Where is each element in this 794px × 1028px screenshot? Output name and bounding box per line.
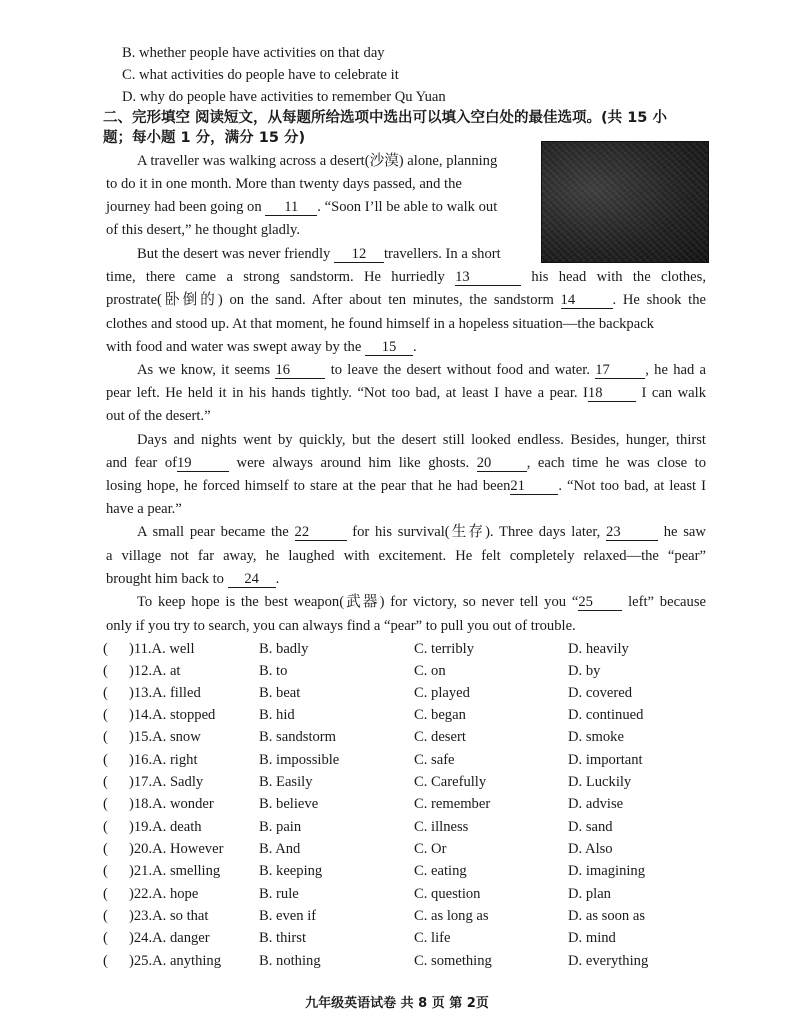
option-row-14 (103, 704, 723, 726)
answer-paren[interactable]: ( (103, 863, 108, 879)
option-b[interactable]: B. badly (259, 641, 309, 657)
page-footer: 九年级英语试卷 共 8 页 第 2页 (305, 996, 489, 1011)
blank-21[interactable]: 21 (510, 478, 558, 495)
option-c[interactable]: C. something (414, 953, 492, 969)
passage-line: and fear of19 were always around him like ghosts. 20 , each time he was close to (106, 455, 707, 471)
option-c[interactable]: C. illness (414, 819, 469, 835)
option-c[interactable]: C. eating (414, 863, 467, 879)
option-a[interactable]: )16.A. right (129, 752, 198, 768)
option-a[interactable]: )19.A. death (129, 819, 202, 835)
blank-13[interactable]: 13 (455, 269, 521, 286)
option-row-21 (103, 860, 723, 882)
option-d[interactable]: D. mind (568, 930, 616, 946)
blank-14[interactable]: 14 (561, 292, 613, 309)
option-d[interactable]: D. important (568, 752, 643, 768)
blank-12[interactable]: 12 (334, 246, 384, 263)
option-row-15 (103, 726, 723, 748)
answer-paren[interactable]: ( (103, 796, 108, 812)
passage-line: have a pear.” (106, 501, 182, 517)
answer-paren[interactable]: ( (103, 819, 108, 835)
option-b[interactable]: B. impossible (259, 752, 340, 768)
prev-option-b: B. whether people have activities on that day (122, 45, 385, 61)
passage-line: only if you try to search, you can always find a “pear” to pull you out of trouble. (106, 618, 576, 634)
option-c[interactable]: C. on (414, 663, 446, 679)
option-a[interactable]: )13.A. filled (129, 685, 201, 701)
option-b[interactable]: B. even if (259, 908, 317, 924)
option-b[interactable]: B. thirst (259, 930, 307, 946)
option-row-18 (103, 793, 723, 815)
option-d[interactable]: D. by (568, 663, 601, 679)
option-c[interactable]: C. Carefully (414, 774, 487, 790)
passage-line: prostrate(卧倒的) on the sand. After about ten minutes, the sandstorm 14 . He shook the (106, 292, 706, 308)
passage-line: As we know, it seems 16 to leave the desert without food and water. 17 , he had a (137, 362, 706, 378)
answer-paren[interactable]: ( (103, 841, 108, 857)
passage-line: losing hope, he forced himself to stare at the pear that he had been21 . “Not too bad, at least I (106, 478, 706, 494)
passage-line: pear left. He held it in his hands tightly. “Not too bad, at least I have a pear. I18 I can walk (106, 385, 706, 401)
option-d[interactable]: D. Luckily (568, 774, 632, 790)
answer-paren[interactable]: ( (103, 886, 108, 902)
option-d[interactable]: D. Also (568, 841, 613, 857)
option-c[interactable]: C. safe (414, 752, 455, 768)
option-c[interactable]: C. question (414, 886, 481, 902)
option-row-12 (103, 660, 723, 682)
blank-16[interactable]: 16 (275, 362, 325, 379)
option-c[interactable]: C. as long as (414, 908, 489, 924)
desert-photo (541, 141, 709, 263)
option-c[interactable]: C. played (414, 685, 470, 701)
option-b[interactable]: B. pain (259, 819, 302, 835)
blank-25[interactable]: 25 (578, 594, 622, 611)
passage-line: journey had been going on 11 . “Soon I’ll be able to walk out (106, 199, 498, 215)
blank-11[interactable]: 11 (265, 199, 317, 216)
option-row-19 (103, 816, 723, 838)
answer-paren[interactable]: ( (103, 930, 108, 946)
option-a[interactable]: )23.A. so that (129, 908, 209, 924)
option-d[interactable]: D. plan (568, 886, 611, 902)
prev-option-d: D. why do people have activities to remember Qu Yuan (122, 89, 446, 105)
option-c[interactable]: C. desert (414, 729, 466, 745)
option-b[interactable]: B. to (259, 663, 288, 679)
option-d[interactable]: D. as soon as (568, 908, 646, 924)
passage-line: clothes and stood up. At that moment, he found himself in a hopeless situation—the backpack (106, 316, 654, 332)
option-c[interactable]: C. began (414, 707, 466, 723)
option-a[interactable]: )20.A. However (129, 841, 224, 857)
blank-18[interactable]: 18 (588, 385, 636, 402)
passage-line: But the desert was never friendly 12 travellers. In a short (137, 246, 501, 262)
option-row-24 (103, 927, 723, 949)
passage-line: of this desert,” he thought gladly. (106, 222, 301, 238)
passage-line: Days and nights went by quickly, but the desert still looked endless. Besides, hunger, thirst (137, 432, 706, 448)
answer-paren[interactable]: ( (103, 663, 108, 679)
blank-17[interactable]: 17 (595, 362, 645, 379)
blank-23[interactable]: 23 (606, 524, 658, 541)
option-d[interactable]: D. covered (568, 685, 633, 701)
option-d[interactable]: D. continued (568, 707, 644, 723)
option-b[interactable]: B. Easily (259, 774, 313, 790)
option-b[interactable]: B. beat (259, 685, 301, 701)
answer-paren[interactable]: ( (103, 641, 108, 657)
passage-line: time, there came a strong sandstorm. He hurriedly 13 his head with the clothes, (106, 269, 706, 285)
passage-line: A traveller was walking across a desert(沙漠) alone, planning (137, 153, 498, 169)
option-b[interactable]: B. sandstorm (259, 729, 337, 745)
option-c[interactable]: C. remember (414, 796, 491, 812)
option-row-20 (103, 838, 723, 860)
option-b[interactable]: B. And (259, 841, 301, 857)
answer-paren[interactable]: ( (103, 953, 108, 969)
prev-option-c: C. what activities do people have to celebrate it (122, 67, 399, 83)
answer-paren[interactable]: ( (103, 752, 108, 768)
blank-15[interactable]: 15 (365, 339, 413, 356)
option-row-22 (103, 883, 723, 905)
option-row-25 (103, 950, 723, 972)
option-a[interactable]: )25.A. anything (129, 953, 222, 969)
option-a[interactable]: )15.A. snow (129, 729, 201, 745)
passage-line: A small pear became the 22 for his survival(生存). Three days later, 23 he saw (137, 524, 706, 540)
blank-24[interactable]: 24 (228, 571, 276, 588)
section-heading: 二、完形填空 阅读短文，从每题所给选项中选出可以填入空白处的最佳选项。(共 15 小 (103, 110, 667, 126)
option-row-17 (103, 771, 723, 793)
option-b[interactable]: B. believe (259, 796, 319, 812)
passage-line: out of the desert.” (106, 408, 211, 424)
blank-19[interactable]: 19 (177, 455, 229, 472)
option-d[interactable]: D. heavily (568, 641, 629, 657)
option-d[interactable]: D. smoke (568, 729, 624, 745)
option-a[interactable]: )11.A. well (129, 641, 195, 657)
option-d[interactable]: D. advise (568, 796, 624, 812)
answer-paren[interactable]: ( (103, 908, 108, 924)
option-b[interactable]: B. rule (259, 886, 299, 902)
passage-line: To keep hope is the best weapon(武器) for victory, so never tell you “25 left” because (137, 594, 706, 610)
passage-line: brought him back to 24 . (106, 571, 280, 587)
option-c[interactable]: C. life (414, 930, 451, 946)
answer-paren[interactable]: ( (103, 774, 108, 790)
option-d[interactable]: D. sand (568, 819, 613, 835)
answer-paren[interactable]: ( (103, 729, 108, 745)
option-b[interactable]: B. keeping (259, 863, 323, 879)
option-d[interactable]: D. imagining (568, 863, 646, 879)
blank-22[interactable]: 22 (295, 524, 347, 541)
option-row-13 (103, 682, 723, 704)
option-a[interactable]: )14.A. stopped (129, 707, 216, 723)
option-row-16 (103, 749, 723, 771)
option-a[interactable]: )24.A. danger (129, 930, 210, 946)
option-c[interactable]: C. Or (414, 841, 447, 857)
option-a[interactable]: )12.A. at (129, 663, 181, 679)
answer-paren[interactable]: ( (103, 707, 108, 723)
option-a[interactable]: )17.A. Sadly (129, 774, 204, 790)
option-b[interactable]: B. hid (259, 707, 295, 723)
option-a[interactable]: )18.A. wonder (129, 796, 214, 812)
passage-line: to do it in one month. More than twenty days passed, and the (106, 176, 462, 192)
passage-line: with food and water was swept away by the 15 . (106, 339, 417, 355)
option-c[interactable]: C. terribly (414, 641, 474, 657)
blank-20[interactable]: 20 (477, 455, 527, 472)
option-a[interactable]: )22.A. hope (129, 886, 199, 902)
option-a[interactable]: )21.A. smelling (129, 863, 221, 879)
section-heading-cont: 题；每小题 1 分，满分 15 分) (103, 130, 306, 146)
option-d[interactable]: D. everything (568, 953, 649, 969)
option-b[interactable]: B. nothing (259, 953, 321, 969)
option-row-11 (103, 638, 723, 660)
answer-paren[interactable]: ( (103, 685, 108, 701)
passage-line: a village not far away, he laughed with excitement. He felt completely relaxed—the “pear” (106, 548, 706, 564)
option-row-23 (103, 905, 723, 927)
